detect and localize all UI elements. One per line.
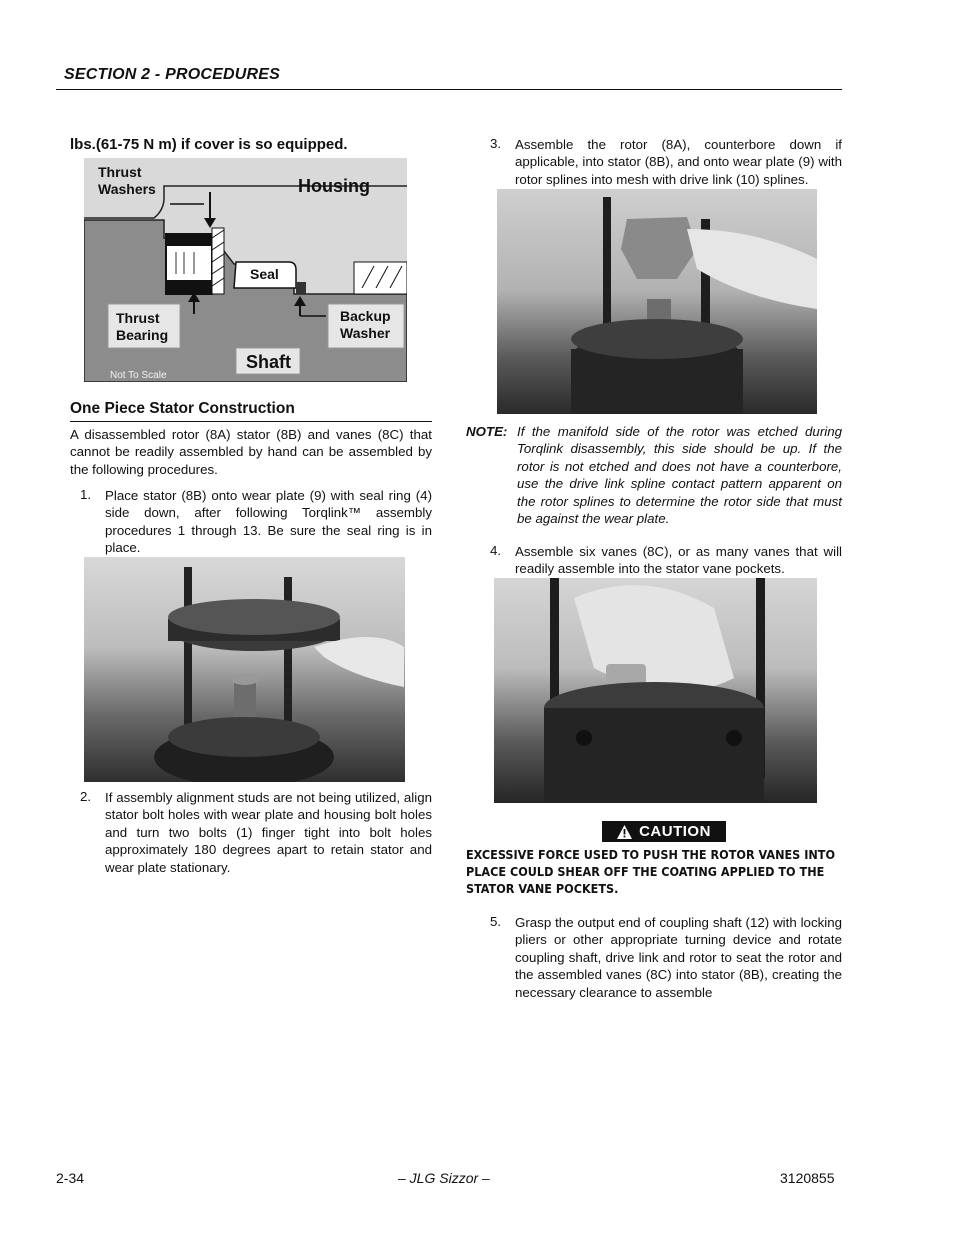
photo-stator-on-wear-plate — [84, 557, 405, 782]
photo-vane-assembly — [494, 578, 817, 803]
caution-badge — [602, 821, 726, 842]
photo-rotor-graphic — [497, 189, 817, 414]
section-subheading: One Piece Stator Construction — [70, 400, 295, 417]
diagram-label-shaft: Shaft — [246, 352, 291, 372]
photo-rotor-assembly — [497, 189, 817, 414]
page-number: 2-34 — [56, 1170, 85, 1186]
step-3-text: Assemble the rotor (8A), counterbore down if applicable, into stator (8B), and onto wear plate (9) with rotor splines into mesh with drive link (10) splines. — [515, 137, 842, 187]
photo-stator-graphic — [84, 557, 405, 782]
diagram-label-backup-washer: Backup Washer — [340, 308, 391, 341]
step-number: 4. — [490, 543, 502, 558]
footer-title: – JLG Sizzor – — [398, 1170, 490, 1186]
step-2-text: If assembly alignment studs are not being utilized, align stator bolt holes with wear plate and housing bolt holes and turn two bolts (1) finger tight into bolt holes approximately 180 degrees apart to retain stator and wear plate stationary. — [105, 790, 432, 875]
diagram-label-seal: Seal — [250, 266, 279, 282]
diagram-label-housing: Housing — [298, 176, 370, 196]
subheading-divider — [70, 421, 432, 422]
document-number: 3120855 — [780, 1170, 835, 1186]
diagram-label-thrust-washers: Thrust Washers — [98, 164, 156, 197]
step-number: 3. — [490, 136, 502, 151]
torque-line: lbs.(61-75 N m) if cover is so equipped. — [70, 136, 348, 153]
diagram-label-scale: Not To Scale — [110, 370, 167, 381]
caution-label: CAUTION — [639, 823, 711, 840]
step-number: 1. — [80, 487, 92, 502]
note-label: NOTE: — [466, 424, 508, 439]
step-number: 2. — [80, 789, 92, 804]
step-4-text: Assemble six vanes (8C), or as many vanes that will readily assemble into the stator vane pockets. — [515, 544, 842, 577]
section-title: SECTION 2 - PROCEDURES — [64, 66, 280, 83]
step-1-text: Place stator (8B) onto wear plate (9) with seal ring (4) side down, after following Torqlink™ assembly procedures 1 through 13. Be sure the seal ring is in place. — [105, 488, 432, 556]
header-divider — [56, 89, 842, 90]
note-text: If the manifold side of the rotor was etched during Torqlink disassembly, this side should be up. If the rotor is not etched and does not have a counterbore, use the drive link spline contact pattern apparent on the rotor splines to determine the rotor side that must be against the wear plate. — [517, 424, 842, 527]
step-number: 5. — [490, 914, 502, 929]
seal-diagram — [84, 158, 407, 382]
step-5-text: Grasp the output end of coupling shaft (12) with locking pliers or other appropriate turning device and rotate coupling shaft, drive link and rotor to seat the rotor and the assembled vanes (8C) into stator (8B), creating the necessary clearance to assemble — [515, 915, 842, 1000]
diagram-label-thrust-bearing: Thrust Bearing — [116, 310, 169, 343]
caution-text: EXCESSIVE FORCE USED TO PUSH THE ROTOR VANES INTO PLACE COULD SHEAR OFF THE COATING APPLIED TO THE STATOR VANE POCKETS. — [466, 847, 836, 896]
warning-triangle-icon — [617, 825, 632, 839]
photo-vane-graphic — [494, 578, 817, 803]
intro-paragraph: A disassembled rotor (8A) stator (8B) and vanes (8C) that cannot be readily assembled by hand can be assembled by the following procedures. — [70, 427, 432, 477]
